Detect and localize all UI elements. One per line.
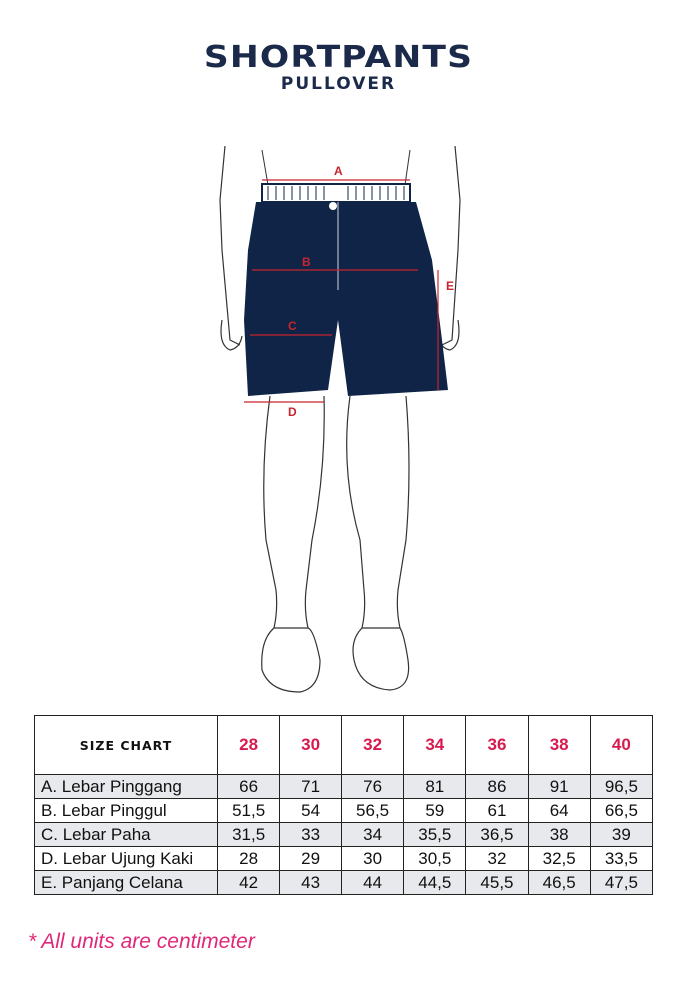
table-cell: 42 xyxy=(218,871,280,895)
size-38: 38 xyxy=(528,716,590,775)
table-cell: 51,5 xyxy=(218,799,280,823)
row-label: E. Panjang Celana xyxy=(35,871,218,895)
table-cell: 38 xyxy=(528,823,590,847)
size-40: 40 xyxy=(590,716,652,775)
table-cell: 54 xyxy=(280,799,342,823)
table-cell: 71 xyxy=(280,775,342,799)
label-a: A xyxy=(334,164,343,178)
page-title: SHORTPANTS xyxy=(203,40,474,75)
table-cell: 59 xyxy=(404,799,466,823)
table-header-row xyxy=(35,716,653,775)
label-d: D xyxy=(288,405,297,419)
size-chart-table xyxy=(34,715,653,895)
table-cell: 45,5 xyxy=(466,871,528,895)
table-cell: 33 xyxy=(280,823,342,847)
table-cell: 35,5 xyxy=(404,823,466,847)
table-cell: 91 xyxy=(528,775,590,799)
table-cell: 66 xyxy=(218,775,280,799)
table-cell: 43 xyxy=(280,871,342,895)
size-36: 36 xyxy=(466,716,528,775)
table-cell: 81 xyxy=(404,775,466,799)
label-c: C xyxy=(288,319,297,333)
table-row xyxy=(35,871,653,895)
table-cell: 30,5 xyxy=(404,847,466,871)
table-cell: 86 xyxy=(466,775,528,799)
row-label: D. Lebar Ujung Kaki xyxy=(35,847,218,871)
table-cell: 34 xyxy=(342,823,404,847)
shorts-measurement-illustration xyxy=(200,140,490,700)
table-cell: 46,5 xyxy=(528,871,590,895)
table-cell: 47,5 xyxy=(590,871,652,895)
table-row xyxy=(35,847,653,871)
table-cell: 44,5 xyxy=(404,871,466,895)
page-subtitle: PULLOVER xyxy=(280,74,397,94)
table-cell: 32,5 xyxy=(528,847,590,871)
table-cell: 33,5 xyxy=(590,847,652,871)
size-chart-heading: SIZE CHART xyxy=(35,716,218,775)
table-cell: 44 xyxy=(342,871,404,895)
table-row xyxy=(35,775,653,799)
table-cell: 32 xyxy=(466,847,528,871)
table-cell: 29 xyxy=(280,847,342,871)
table-cell: 36,5 xyxy=(466,823,528,847)
label-e: E xyxy=(446,279,455,293)
row-label: C. Lebar Paha xyxy=(35,823,218,847)
table-cell: 30 xyxy=(342,847,404,871)
label-b: B xyxy=(302,255,311,269)
row-label: B. Lebar Pinggul xyxy=(35,799,218,823)
size-30: 30 xyxy=(280,716,342,775)
size-32: 32 xyxy=(342,716,404,775)
table-cell: 64 xyxy=(528,799,590,823)
table-row xyxy=(35,799,653,823)
table-cell: 56,5 xyxy=(342,799,404,823)
table-cell: 39 xyxy=(590,823,652,847)
table-cell: 28 xyxy=(218,847,280,871)
table-row xyxy=(35,823,653,847)
table-cell: 76 xyxy=(342,775,404,799)
table-cell: 61 xyxy=(466,799,528,823)
table-cell: 96,5 xyxy=(590,775,652,799)
table-cell: 31,5 xyxy=(218,823,280,847)
units-note: * All units are centimeter xyxy=(28,930,255,953)
table-cell: 66,5 xyxy=(590,799,652,823)
size-28: 28 xyxy=(218,716,280,775)
size-34: 34 xyxy=(404,716,466,775)
row-label: A. Lebar Pinggang xyxy=(35,775,218,799)
